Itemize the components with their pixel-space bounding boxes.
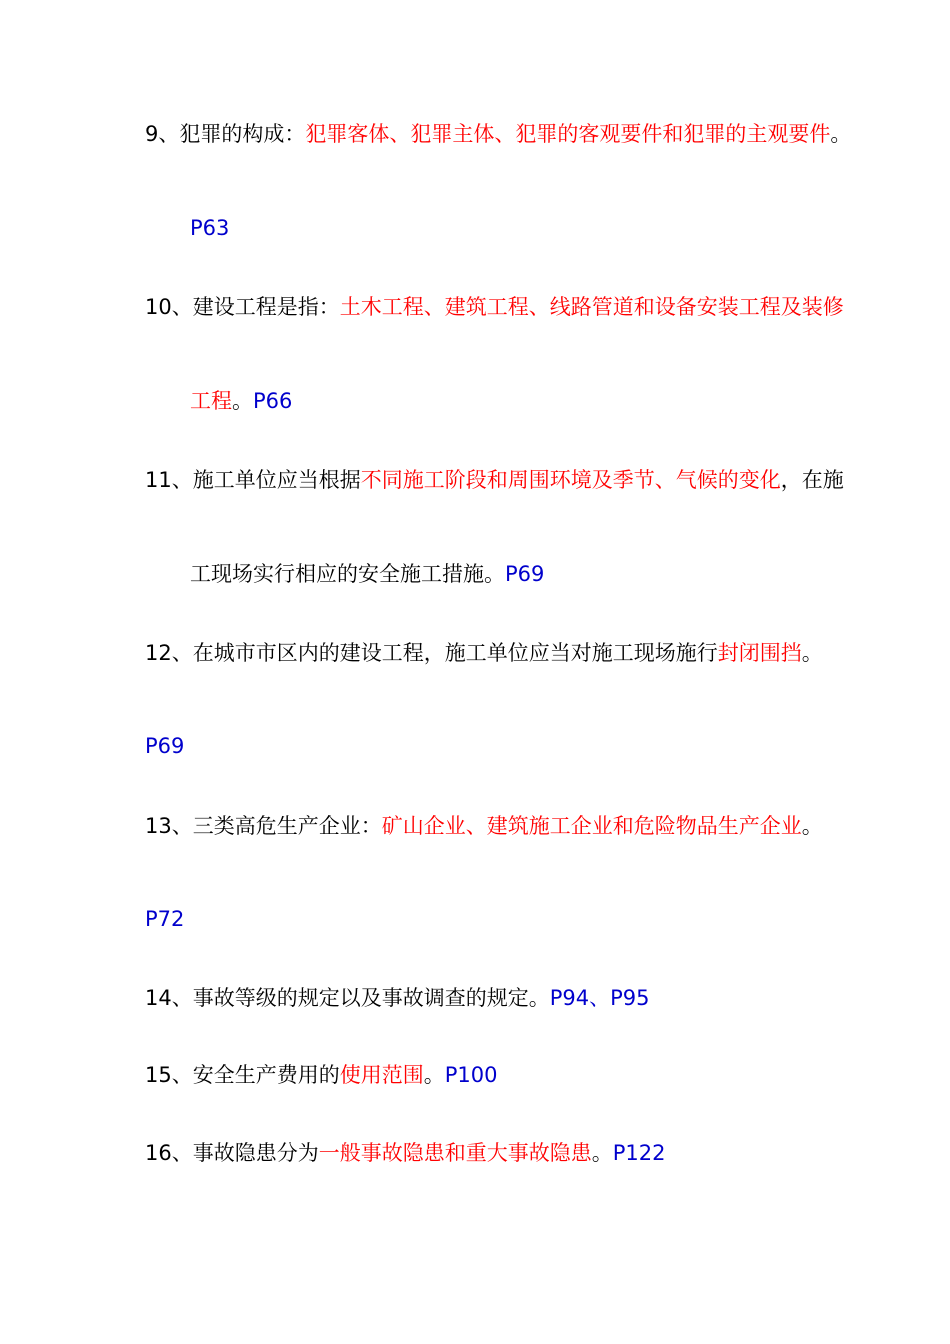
body-text: 16、事故隐患分为	[145, 1141, 319, 1165]
list-item-line	[145, 813, 823, 839]
highlighted-text: 矿山企业、建筑施工企业和危险物品生产企业	[381, 814, 802, 838]
page-reference: P63	[190, 216, 230, 240]
page-reference: P100	[444, 1063, 498, 1087]
list-item-line	[190, 561, 544, 587]
body-text: 工现场实行相应的安全施工措施。	[190, 562, 505, 586]
list-item-line	[145, 906, 184, 932]
body-text: 。	[830, 122, 852, 146]
highlighted-text: 一般事故隐患和重大事故隐患	[318, 1141, 592, 1165]
body-text: 。	[591, 1141, 613, 1165]
page-reference: P94、P95	[549, 986, 650, 1010]
list-item-line	[145, 467, 844, 493]
body-text: 13、三类高危生产企业：	[145, 814, 382, 838]
list-item-line	[190, 388, 292, 414]
list-item-line	[145, 733, 184, 759]
body-text: 15、安全生产费用的	[145, 1063, 340, 1087]
list-item-line	[145, 121, 851, 147]
body-text: 9、犯罪的构成：	[145, 122, 306, 146]
body-text: 12、在城市市区内的建设工程，施工单位应当对施工现场施行	[145, 641, 718, 665]
body-text: 。	[801, 814, 823, 838]
page-reference: P69	[145, 734, 185, 758]
body-text: ，在施	[780, 468, 844, 492]
highlighted-text: 使用范围	[339, 1063, 424, 1087]
page-reference: P122	[612, 1141, 666, 1165]
list-item-line	[190, 215, 229, 241]
page-reference: P66	[253, 389, 293, 413]
highlighted-text: 不同施工阶段和周围环境及季节、气候的变化	[360, 468, 781, 492]
highlighted-text: 犯罪客体、犯罪主体、犯罪的客观要件和犯罪的主观要件	[305, 122, 831, 146]
body-text: 14、事故等级的规定以及事故调查的规定。	[145, 986, 550, 1010]
body-text: 10、建设工程是指：	[145, 295, 340, 319]
body-text: 。	[423, 1063, 445, 1087]
list-item-line	[145, 985, 650, 1011]
highlighted-text: 封闭围挡	[717, 641, 802, 665]
list-item-line	[145, 640, 823, 666]
page-reference: P72	[145, 907, 185, 931]
list-item-line	[145, 1140, 665, 1166]
body-text: 。	[232, 389, 253, 413]
list-item-line	[145, 1062, 497, 1088]
body-text: 11、施工单位应当根据	[145, 468, 361, 492]
list-item-line	[145, 294, 844, 320]
page-reference: P69	[505, 562, 545, 586]
body-text: 。	[801, 641, 823, 665]
highlighted-text: 土木工程、建筑工程、线路管道和设备安装工程及装修	[339, 295, 844, 319]
highlighted-text: 工程	[190, 389, 232, 413]
